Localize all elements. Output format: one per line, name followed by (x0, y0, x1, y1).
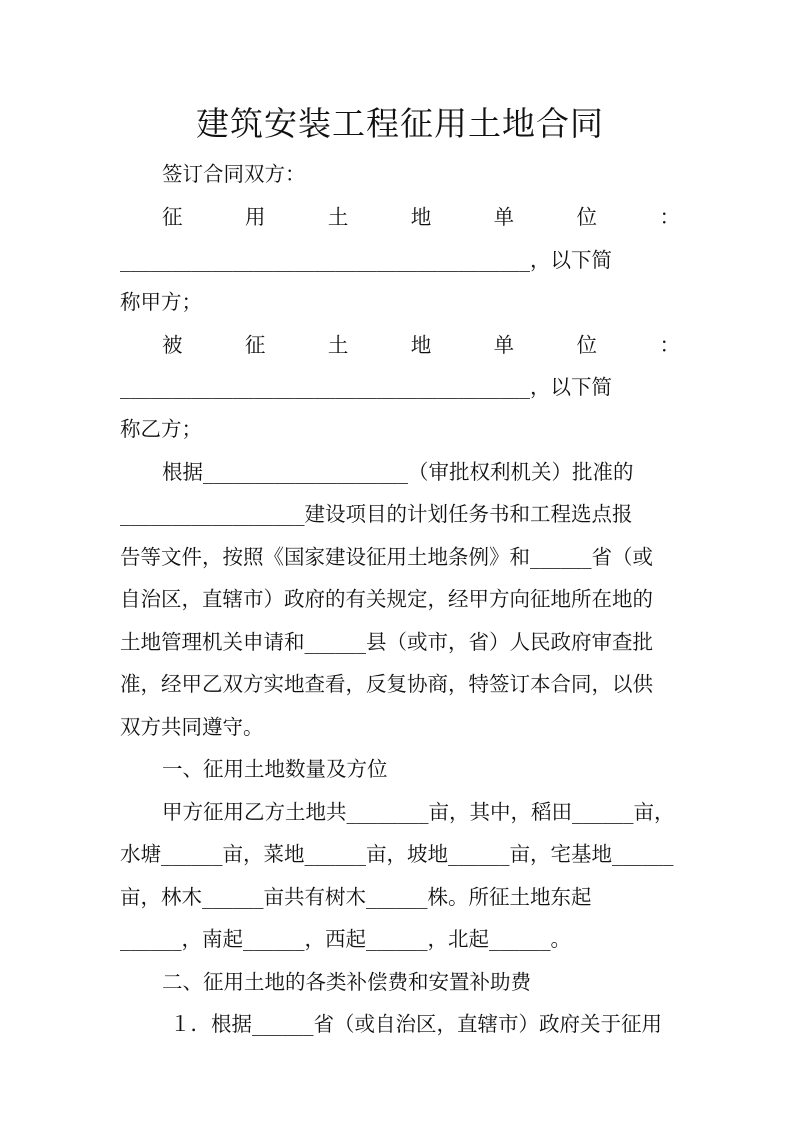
text-line: １．根据______省（或自治区，直辖市）政府关于征用 (170, 1012, 662, 1036)
text-line-justified (162, 205, 680, 229)
section-heading: 二、征用土地的各类补偿费和安置补助费 (162, 970, 531, 994)
glyph: 位 (576, 333, 598, 357)
glyph: 地 (410, 205, 432, 229)
text-line: 称乙方； (120, 417, 202, 441)
text-line: ________________________________________，以下简 (120, 375, 612, 399)
text-line: 双方共同遵守。 (120, 715, 264, 739)
text-line: 土地管理机关申请和______县（或市，省）人民政府审查批 (120, 630, 653, 654)
text-line: 称甲方； (120, 290, 202, 314)
glyph: 位 (576, 205, 598, 229)
text-line: 甲方征用乙方土地共________亩，其中，稻田______亩， (162, 800, 675, 824)
glyph: 征 (244, 333, 266, 357)
glyph: ： (659, 205, 680, 229)
text-line: 亩，林木______亩共有树木______株。所征土地东起 (120, 885, 592, 909)
text-line: 告等文件，按照《国家建设征用土地条例》和______省（或 (120, 545, 653, 569)
glyph: 用 (244, 205, 266, 229)
glyph: 土 (327, 333, 349, 357)
text-line: 准，经甲乙双方实地查看，反复协商，特签订本合同，以供 (120, 672, 653, 696)
glyph: 土 (327, 205, 349, 229)
glyph: 单 (493, 333, 515, 357)
text-line: 自治区，直辖市）政府的有关规定，经甲方向征地所在地的 (120, 587, 653, 611)
glyph: 征 (162, 205, 183, 229)
text-line: ______，南起______，西起______，北起______。 (120, 927, 571, 951)
glyph: 单 (493, 205, 515, 229)
section-heading: 一、征用土地数量及方位 (162, 757, 388, 781)
text-line: 水塘______亩，菜地______亩，坡地______亩，宅基地______ (120, 842, 674, 866)
glyph: 地 (410, 333, 432, 357)
text-line-justified (162, 333, 680, 357)
glyph: 被 (162, 333, 183, 357)
text-line: 签订合同双方： (162, 162, 306, 186)
text-line: __________________建设项目的计划任务书和工程选点报 (120, 502, 633, 526)
glyph: ： (659, 333, 680, 357)
document-title: 建筑安装工程征用土地合同 (196, 104, 604, 143)
text-line: 根据____________________（审批权利机关）批准的 (162, 460, 634, 484)
text-line: ________________________________________，以下简 (120, 248, 612, 272)
